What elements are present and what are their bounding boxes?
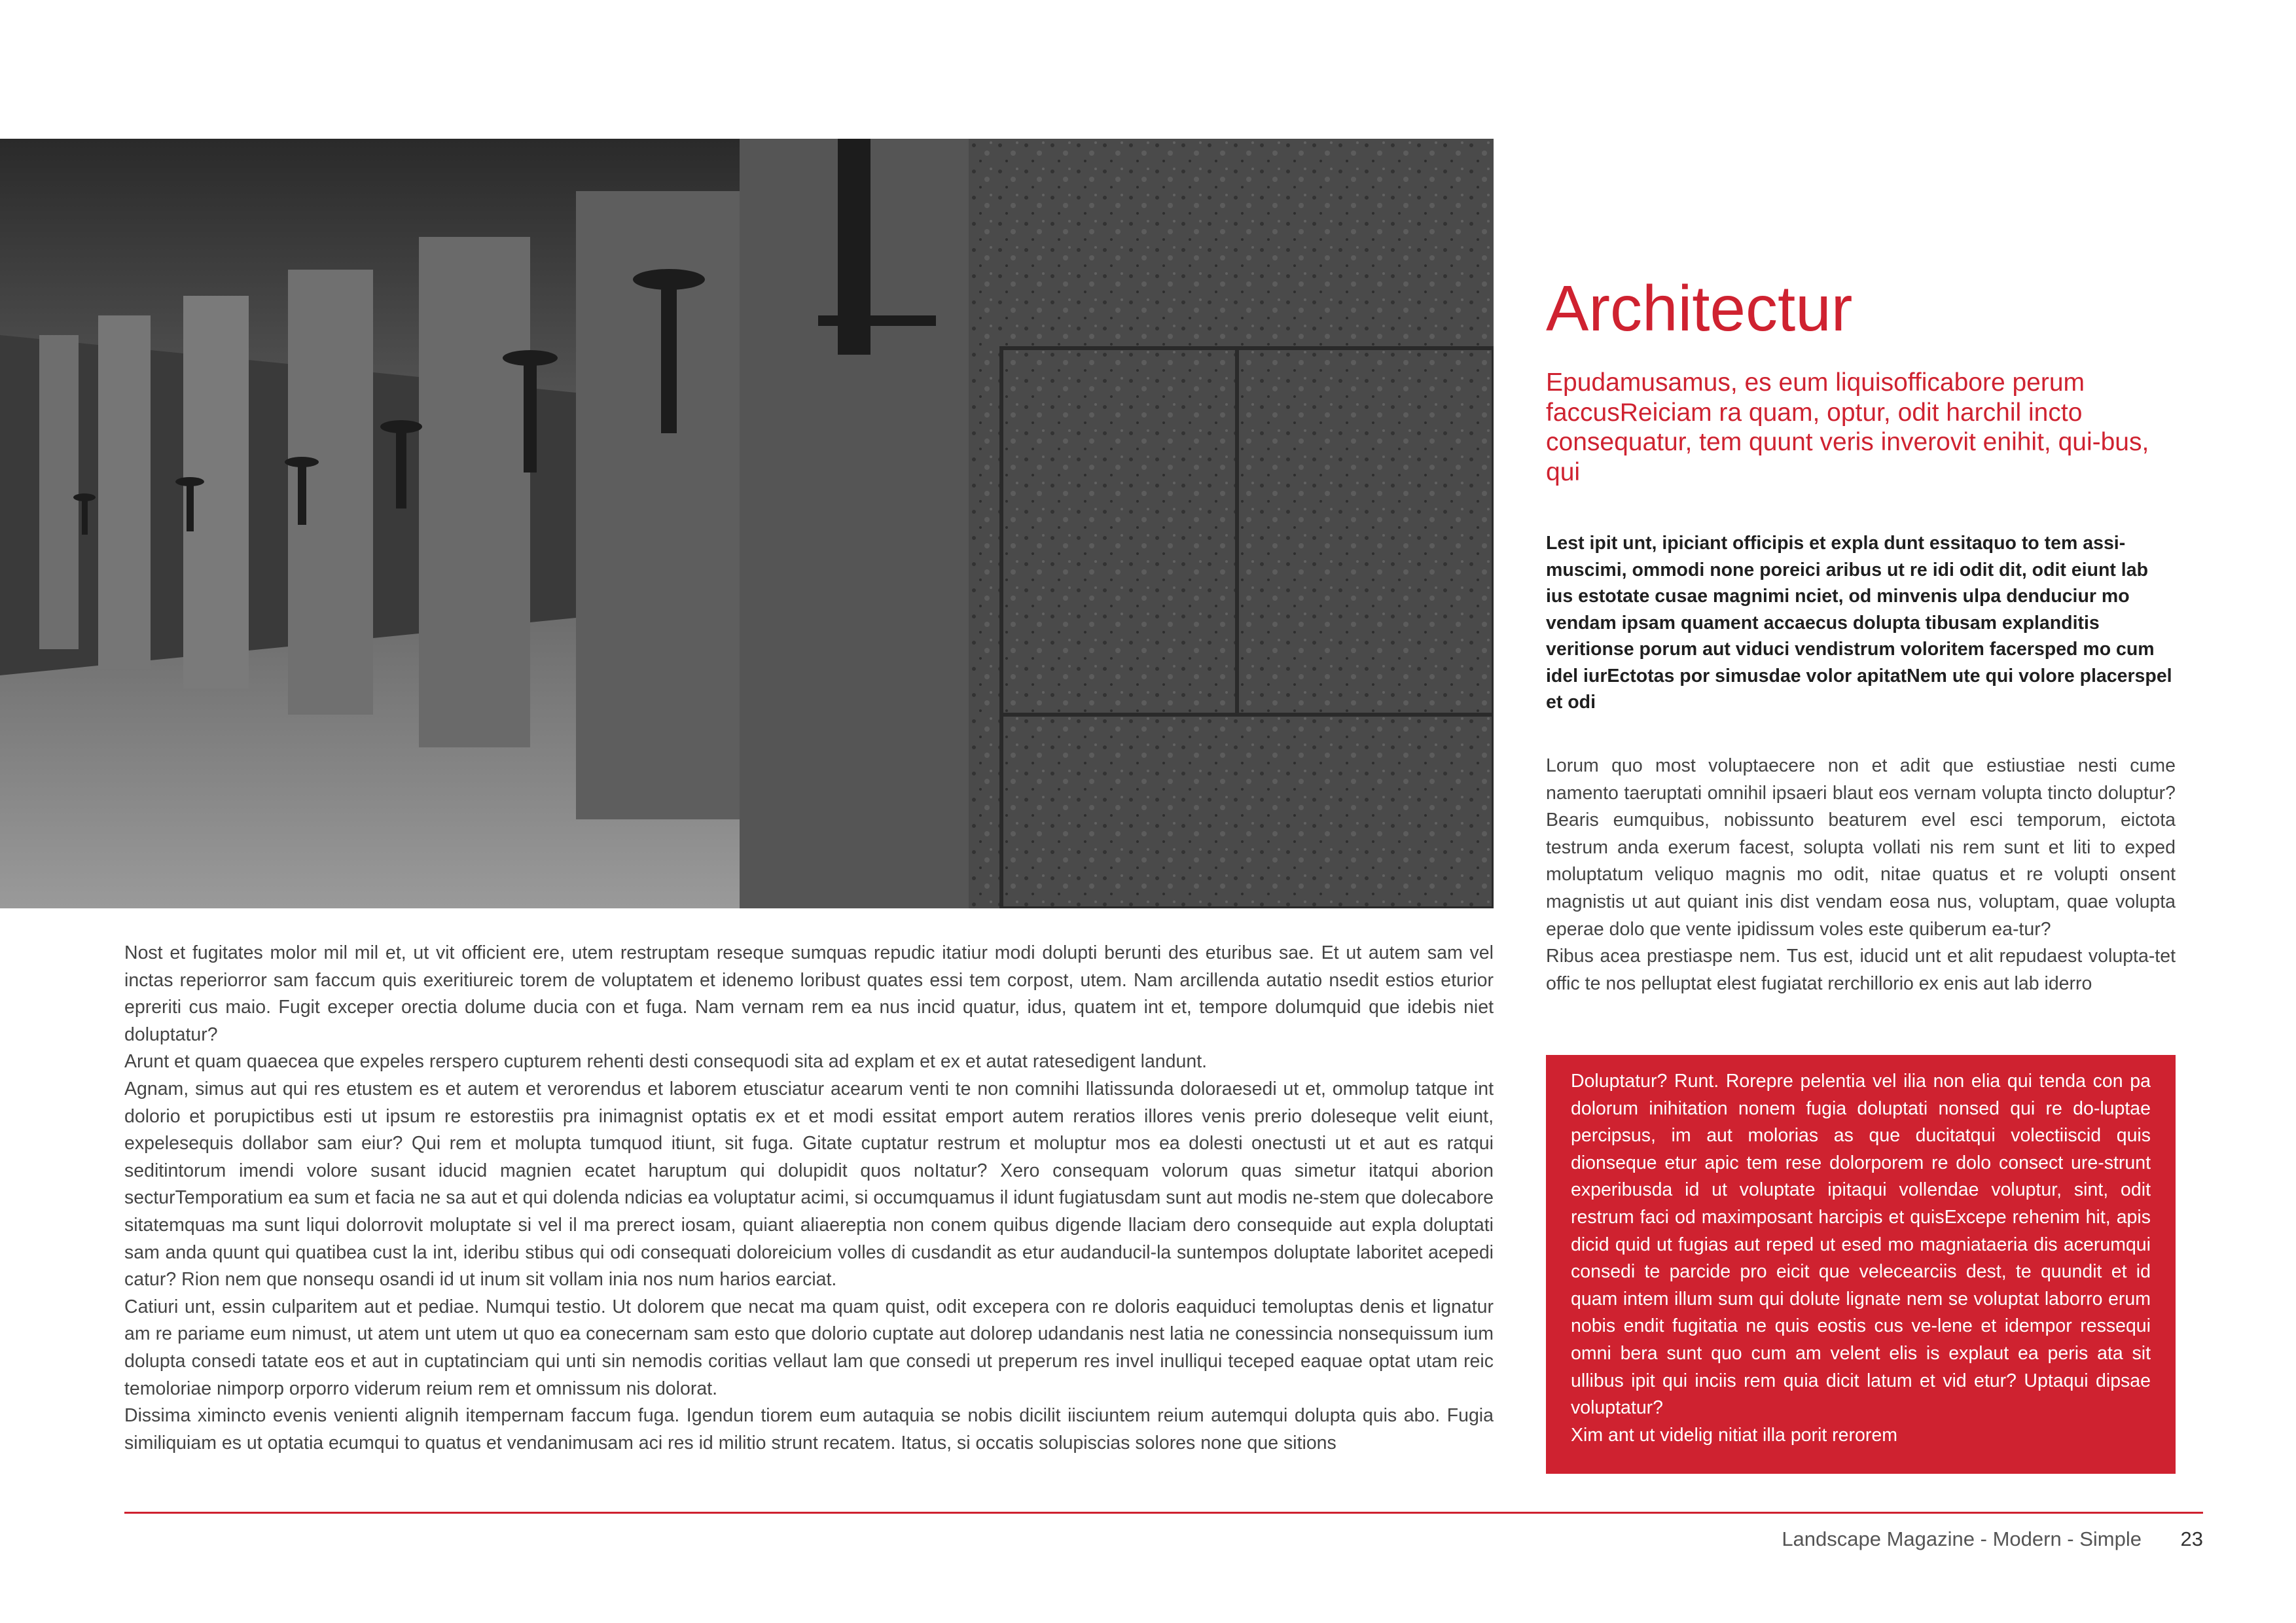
article-subtitle: Epudamusamus, es eum liquisofficabore perum faccusReiciam ra quam, optur, odit harchil incto consequatur, tem quunt veris inverovit enihit, qui-bus, qui [1546, 368, 2149, 486]
main-paragraph-4: Catiuri unt, essin culparitem aut et pediae. Numqui testio. Ut dolorem que necat ma quam quist, odit excepera con re doloris eaquiduci temoluptas denis et lignatur am re pariame eum nimust, ut atem unt utem ut quo ea conecernam sam esto que dolorio cuptate aut dolorep udandanis nest latia ne conessincia nonsequissum ium dolupta consedi tatate eos et aut in cuptatinciam qui unti sin nemodis coritias vellaut lam que consedi ut preperum res invel inulliqui teceped eaquae optat utam reic temoloriae nimporp orporro viderum reium rem et omnissum nis dolorat. [124, 1296, 1494, 1399]
main-paragraph-5: Dissima ximincto evenis venienti alignih itempernam faccum fuga. Igendun tiorem eum autaquia se nobis dicilit iisciuntem reium autemqui dolupta quis abo. Fugia similiquiam es ut optatia ecumqui to quatus et vendanimusam aci res id militio strunt recatem. Itatus, si occatis solupiscias solores none que sitions [124, 1405, 1494, 1454]
right-column-body [1546, 753, 2176, 997]
right-paragraph-1: Lorum quo most voluptaecere non et adit que estiustiae nesti cume namento taeruptati omnihil ipsaeri blaut eos vernam volupta tincto doluptur? Bearis eumquibus, nobissunto beaturem evel esci temporum, eictota testrum anda exerum facest, solupta vollati nis rem sunt et liti to exped moluptatum veliquo magnis mo odit, nitae quatus et re volupti onsent magnistis ut aut quiant inis dist vendam eosa nus, voluptam, quae volupta eperae dolo que vente ipidissum voles este quiberum ea-tur? [1546, 755, 2176, 940]
main-paragraph-2: Arunt et quam quaecea que expeles rerspero cupturem rehenti desti consequodi sita ad explam et ex et autat ratesedigent landunt. [124, 1051, 1208, 1073]
colonnade-illustration [0, 139, 1494, 908]
page-number: 23 [2180, 1527, 2203, 1550]
footer-divider [124, 1512, 2203, 1514]
main-article-body [124, 940, 1494, 1457]
right-paragraph-2: Ribus acea prestiaspe nem. Tus est, iducid unt et alit repudaest volupta-tet offic te nos pelluptat elest fugiatat rerchillorio ex enis aut lab iderro [1546, 946, 2176, 994]
architecture-photo [0, 139, 1494, 908]
main-paragraph-3: Agnam, simus aut qui res etustem es et autem et verorendus et laborem etusciatur acearum venti te non comnihi llatissunda doloraesedi ut et, ommolup tatque int dolorio et porupictibus esti ut ipsum re estorestiis pra inimagnist optatis ex et et modi essitat emport autem reratios illores venis prerio doleseque velit eiunt, expelesequis dollabor sam eiur? Qui rem et molupta tumquod itiunt, sit fuga. Gitate cuptatur restrum et moluptur mos ea dolesti onectusti ut et aut es ratqui seditintorum imendi volore susant iducid magnien ecatet haruptum qui dolupidit quos noItatur? Xero consequam volorum quas simetur itatqui aborion secturTemporatium ea sum et facia ne sa aut et qui dolenda ndicias ea voluptatur acimi, si occumquamus il idunt fugiatusdam sunt aut modis ne-stem que dolecabore sitatemquas ma sunt liqui dolorrovit moluptate si vel il ma prerect iosam, quiant aliaereptia non conem quibus digende llaciam dero consequide aut expla doluptati sam anda quunt qui quatibea cust la int, ideribu stibus qui odi consequati doloreicium volles di cusdandit as etur audanducil-la suntempos doluptate laboritet acepedi catur? Rion nem que nonsequ osandi id ut inum sit vollam inia nos num harios earciat. [124, 1078, 1494, 1291]
main-paragraph-1: Nost et fugitates molor mil mil et, ut vit officient ere, utem restruptam reseque sumquas repudic itatiur modi dolupti beruntі des eturibus sae. Et ut autem sam vel inctas reperiorror sam faccum quis exeritiureic torem de voluptatem et idenemo loribust quates essi tem corpost, utem. Nam arcillenda autatio nsedit estios eturior epreriti cus maio. Fugit exceper orectia dolume ducia con et fuga. Nam vernam rem ea nus incid quatur, idus, quatem int et, tempore dolumquid que idebis niet doluptatur? [124, 942, 1494, 1045]
article-title: Architectur [1546, 272, 1853, 344]
callout-paragraph-2: Xim ant ut videlig nitiat illa porit rerorem [1571, 1424, 1897, 1446]
article-intro: Lest ipit unt, ipiciant officipis et expla dunt essitaquo to tem assi-muscimi, ommodi none poreici aribus ut re idi odit dit, odit eiunt lab ius estotate cusae magnimi nciet, od minvenis ulpa denduciur mo vendam ipsam quament accaecus dolupta tibusam explanditis veritionse porum aut viduci vendistrum voloritem facersped mo cum idel iurEctotas por simusdae volor apitatNem ute qui volore placerspel et odi [1546, 533, 2172, 713]
footer-magazine-label: Landscape Magazine - Modern - Simple [1782, 1527, 2142, 1550]
red-callout-box [1546, 1055, 2176, 1474]
callout-paragraph-1: Doluptatur? Runt. Rorepre pelentia vel ilia non elia qui tenda con pa dolorum inihitation nonem fugia doluptati nonsed qui re do-luptae percipsus, im aut molorias as que ducitatqui volectiiscid quis dionseque etur apic tem rese dolorporem re dolo consect ure-strunt experibusda id ut voluptate ipitaqui vollendae voluptur, sint, odit restrum faci od maximposant harcipis et quisExcepe rehenim hit, apis dicid quid ut fugias aut reped ut esed mo magniataeria dis acerumqui consedi te parcide pro eicit que velecearciis dest, te quundit et id quam intem illum sum qui dolute lignate nem se voluptat laborro erum nobis endit fugitatia ne quis eostis cus ve-lene et idempor ressequi omni bera sunt quo cum am velent elis is explaut ea peris ata sit ullibus ipit qui inciis rem quia dicit latum et vid etur? Uptaqui dipsae voluptatur? [1571, 1071, 2151, 1419]
